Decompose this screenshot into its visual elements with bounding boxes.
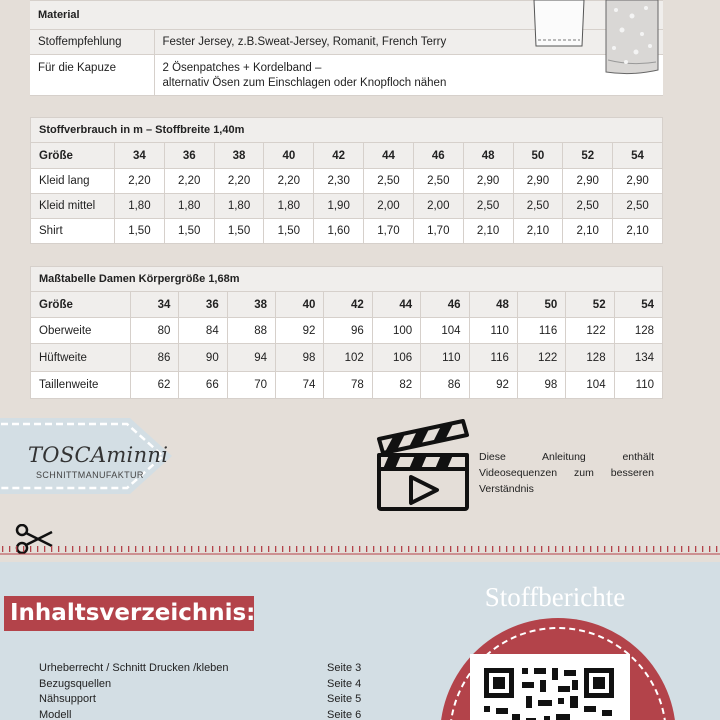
table-cell: 106 xyxy=(372,344,420,372)
size-cell: 40 xyxy=(264,143,314,169)
table-cell: 98 xyxy=(276,344,324,372)
table-cell: 2,20 xyxy=(115,169,165,194)
table-cell: 2,50 xyxy=(513,194,563,219)
size-cell: 44 xyxy=(364,143,414,169)
material-title: Material xyxy=(30,1,663,30)
table-cell: 2,10 xyxy=(613,219,663,244)
table-cell: 122 xyxy=(517,344,565,372)
toc-item-label: Modell xyxy=(39,708,72,720)
table-cell: 104 xyxy=(566,372,614,399)
table-cell: 2,90 xyxy=(563,169,613,194)
fabric-usage-title: Stoffverbrauch in m – Stoffbreite 1,40m xyxy=(31,118,663,143)
table-cell: 80 xyxy=(131,318,179,344)
table-cell: 86 xyxy=(131,344,179,372)
size-cell: 38 xyxy=(214,143,264,169)
table-cell: 116 xyxy=(469,344,517,372)
table-cell: 62 xyxy=(131,372,179,399)
table-cell: 110 xyxy=(614,372,662,399)
table-row xyxy=(31,219,663,244)
table-cell: 128 xyxy=(566,344,614,372)
size-cell: 46 xyxy=(413,143,463,169)
table-cell: 1,80 xyxy=(214,194,264,219)
table-of-contents xyxy=(39,661,379,720)
table-cell: 82 xyxy=(372,372,420,399)
table-row xyxy=(31,318,663,344)
table-cell: 2,50 xyxy=(463,194,513,219)
cut-line xyxy=(0,544,720,556)
table-cell: 102 xyxy=(324,344,372,372)
table-cell: 2,30 xyxy=(314,169,364,194)
size-cell: 48 xyxy=(463,143,513,169)
table-cell: 2,50 xyxy=(613,194,663,219)
table-cell: 134 xyxy=(614,344,662,372)
size-cell: 52 xyxy=(563,143,613,169)
toc-item-page: Seite 3 xyxy=(327,662,362,674)
toc-item-label: Nähsupport xyxy=(39,693,96,705)
table-cell: 122 xyxy=(566,318,614,344)
table-cell: 2,50 xyxy=(563,194,613,219)
table-cell: 2,10 xyxy=(463,219,513,244)
table-cell: 2,50 xyxy=(364,169,414,194)
table-cell: 88 xyxy=(227,318,275,344)
toc-item-label: Bezugsquellen xyxy=(39,677,112,690)
size-cell: 34 xyxy=(115,143,165,169)
table-cell: 70 xyxy=(227,372,275,399)
size-cell: 48 xyxy=(469,292,517,318)
table-cell: 116 xyxy=(517,318,565,344)
table-cell: 2,00 xyxy=(364,194,414,219)
size-cell: 38 xyxy=(227,292,275,318)
material-label: Für die Kapuze xyxy=(30,55,154,96)
row-label: Oberweite xyxy=(31,318,131,344)
material-value: Fester Jersey, z.B.Sweat-Jersey, Romanit, French Terry xyxy=(154,30,663,55)
brand-logo-text: TOSCAminni xyxy=(28,443,169,467)
table-cell: 104 xyxy=(421,318,469,344)
toc-item[interactable] xyxy=(39,708,379,720)
material-value: alternativ Ösen zum Einschlagen oder Knopfloch nähen xyxy=(162,77,447,89)
table-cell: 2,20 xyxy=(214,169,264,194)
size-cell: 50 xyxy=(517,292,565,318)
garment-illustration xyxy=(530,0,588,80)
size-cell: 54 xyxy=(614,292,662,318)
measurement-table xyxy=(30,266,663,399)
size-cell: 42 xyxy=(314,143,364,169)
table-cell: 1,80 xyxy=(115,194,165,219)
table-cell: 1,90 xyxy=(314,194,364,219)
toc-item[interactable] xyxy=(39,677,379,693)
table-cell: 2,20 xyxy=(264,169,314,194)
table-cell: 90 xyxy=(179,344,227,372)
row-label: Shirt xyxy=(31,219,115,244)
table-cell: 1,80 xyxy=(164,194,214,219)
size-cell: 52 xyxy=(566,292,614,318)
table-cell: 1,50 xyxy=(115,219,165,244)
size-header: Größe xyxy=(31,143,115,169)
row-label: Hüftweite xyxy=(31,344,131,372)
table-cell: 74 xyxy=(276,372,324,399)
video-note: Diese Anleitung enthält Videosequenzen zum besseren Verständnis xyxy=(479,451,654,495)
toc-item-page: Seite 4 xyxy=(327,677,362,690)
toc-item-page: Seite 6 xyxy=(327,708,362,720)
table-cell: 1,80 xyxy=(264,194,314,219)
table-row xyxy=(31,372,663,399)
table-cell: 98 xyxy=(517,372,565,399)
row-label: Kleid lang xyxy=(31,169,115,194)
table-cell: 2,90 xyxy=(463,169,513,194)
table-cell: 66 xyxy=(179,372,227,399)
table-cell: 1,50 xyxy=(214,219,264,244)
toc-item-page: Seite 5 xyxy=(327,693,362,705)
table-cell: 78 xyxy=(324,372,372,399)
size-cell: 36 xyxy=(164,143,214,169)
table-cell: 92 xyxy=(469,372,517,399)
size-cell: 40 xyxy=(276,292,324,318)
stoffberichte-title: Stoffberichte xyxy=(484,582,626,612)
table-cell: 2,00 xyxy=(413,194,463,219)
table-cell: 100 xyxy=(372,318,420,344)
table-cell: 2,50 xyxy=(413,169,463,194)
size-cell: 46 xyxy=(421,292,469,318)
size-cell: 44 xyxy=(372,292,420,318)
toc-title: Inhaltsverzeichnis: xyxy=(4,596,254,631)
size-cell: 36 xyxy=(179,292,227,318)
table-cell: 1,50 xyxy=(164,219,214,244)
row-label: Taillenweite xyxy=(31,372,131,399)
table-cell: 96 xyxy=(324,318,372,344)
table-cell: 110 xyxy=(421,344,469,372)
table-cell: 2,90 xyxy=(613,169,663,194)
brand-subtitle: SCHNITTMANUFAKTUR xyxy=(36,470,144,480)
row-label: Kleid mittel xyxy=(31,194,115,219)
video-clapperboard-icon xyxy=(375,417,471,513)
size-cell: 50 xyxy=(513,143,563,169)
garment-illustration xyxy=(602,0,660,80)
size-cell: 54 xyxy=(613,143,663,169)
toc-item[interactable] xyxy=(39,692,379,708)
size-header: Größe xyxy=(31,292,131,318)
table-cell: 1,70 xyxy=(413,219,463,244)
table-cell: 2,10 xyxy=(513,219,563,244)
material-value: 2 Ösenpatches + Kordelband – xyxy=(162,62,322,74)
table-cell: 1,70 xyxy=(364,219,414,244)
table-cell: 94 xyxy=(227,344,275,372)
table-row xyxy=(31,194,663,219)
table-row xyxy=(31,169,663,194)
table-cell: 1,50 xyxy=(264,219,314,244)
table-cell: 128 xyxy=(614,318,662,344)
table-cell: 2,90 xyxy=(513,169,563,194)
size-cell: 34 xyxy=(131,292,179,318)
table-cell: 86 xyxy=(421,372,469,399)
qr-code-badge[interactable] xyxy=(438,618,678,720)
table-cell: 110 xyxy=(469,318,517,344)
table-row xyxy=(31,344,663,372)
toc-item[interactable] xyxy=(39,661,379,677)
table-cell: 2,10 xyxy=(563,219,613,244)
measurement-title: Maßtabelle Damen Körpergröße 1,68m xyxy=(31,267,663,292)
toc-item-label: Urheberrecht / Schnitt Drucken /kleben xyxy=(39,662,229,674)
size-cell: 42 xyxy=(324,292,372,318)
table-cell: 2,20 xyxy=(164,169,214,194)
table-cell: 84 xyxy=(179,318,227,344)
qr-code-icon xyxy=(482,666,618,720)
table-cell: 1,60 xyxy=(314,219,364,244)
material-label: Stoffempfehlung xyxy=(30,30,154,55)
table-cell: 92 xyxy=(276,318,324,344)
fabric-usage-table xyxy=(30,117,663,244)
